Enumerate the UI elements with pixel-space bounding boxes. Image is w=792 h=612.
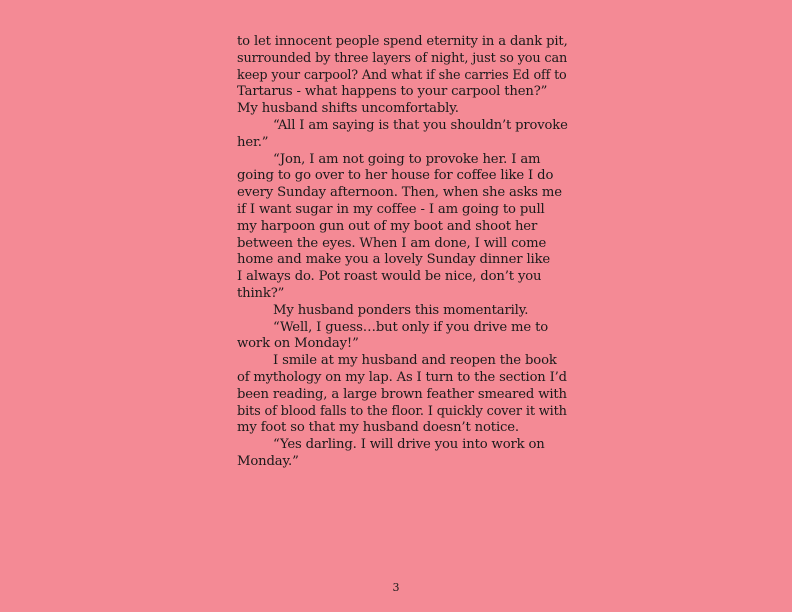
text-line: “Jon, I am not going to provoke her. I am <box>273 151 541 167</box>
page-number: 3 <box>392 581 400 594</box>
text-line: My husband shifts uncomfortably. <box>237 101 459 117</box>
text-line: I always do. Pot roast would be nice, don’t you <box>237 269 542 285</box>
text-line: “All I am saying is that you shouldn’t provoke <box>273 117 568 133</box>
text-line: between the eyes. When I am done, I will come <box>237 235 547 251</box>
text-line: keep your carpool? And what if she carries Ed off to <box>237 67 567 83</box>
text-line: My husband ponders this momentarily. <box>273 302 529 318</box>
text-line: Tartarus - what happens to your carpool then?” <box>237 84 548 100</box>
text-line: “Yes darling. I will drive you into work on <box>273 437 545 453</box>
text-line: if I want sugar in my coffee - I am going to pull <box>237 201 545 217</box>
text-line: I smile at my husband and reopen the book <box>273 353 557 369</box>
text-line: her.” <box>237 134 269 150</box>
text-line: going to go over to her house for coffee like I do <box>237 168 554 184</box>
text-line: my harpoon gun out of my boot and shoot her <box>237 218 538 234</box>
text-line: been reading, a large brown feather smeared with <box>237 386 567 402</box>
text-line: Monday.” <box>237 453 299 469</box>
text-line: home and make you a lovely Sunday dinner like <box>237 252 551 268</box>
text-line: think?” <box>237 285 285 301</box>
text-line: work on Monday!” <box>237 336 359 352</box>
text-line: every Sunday afternoon. Then, when she asks me <box>237 185 562 201</box>
text-line: of mythology on my lap. As I turn to the section I’d <box>237 369 567 385</box>
body-text <box>237 34 567 471</box>
text-line: my foot so that my husband doesn’t notice. <box>237 420 519 436</box>
text-line: surrounded by three layers of night, just so you can <box>237 50 568 66</box>
text-line: to let innocent people spend eternity in a dank pit, <box>237 34 568 49</box>
text-line: “Well, I guess…but only if you drive me to <box>273 319 549 335</box>
text-line: bits of blood falls to the floor. I quickly cover it with <box>237 403 567 419</box>
